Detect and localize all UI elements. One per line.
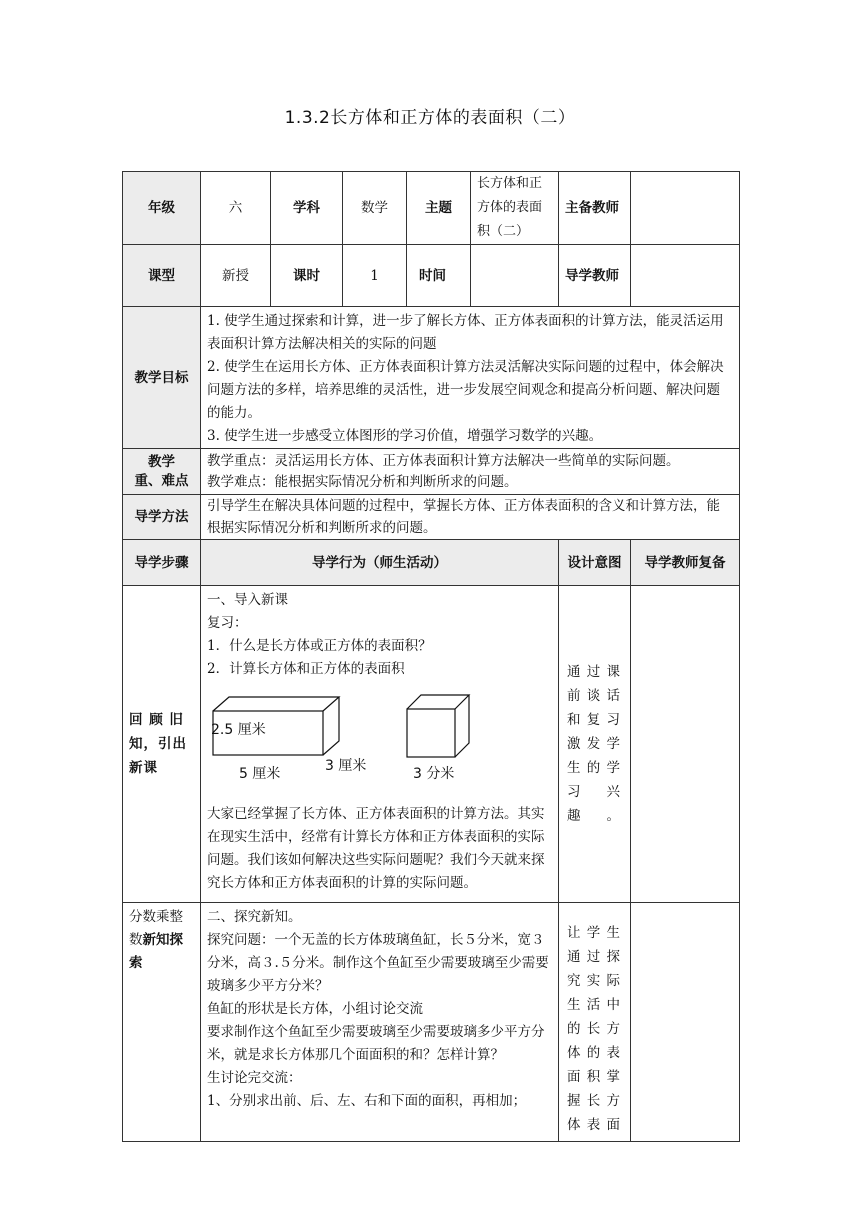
section-2-line: 生讨论完交流： (207, 1070, 302, 1086)
main-teacher-value (631, 172, 740, 245)
key-points-content (201, 449, 740, 495)
section-2-label (123, 903, 201, 1142)
time-value (471, 245, 559, 307)
key-points-label-line1: 教学 (148, 453, 175, 470)
intent-header: 设计意图 (559, 540, 631, 586)
section-1-line: 复习： (207, 615, 248, 631)
topic-label: 主题 (407, 172, 471, 245)
cuboid-height-label: 2.5 厘米 (211, 722, 266, 738)
goal-item: 3. 使学生进一步感受立体图形的学习价值，增强学习数学的兴趣。 (207, 428, 603, 444)
steps-header-row (123, 540, 740, 586)
steps-header: 导学步骤 (123, 540, 201, 586)
time-label: 时间 (407, 245, 471, 307)
key-points-row (123, 449, 740, 495)
period-label: 课时 (271, 245, 343, 307)
section-1-paragraph: 大家已经掌握了长方体、正方体表面积的计算方法。其实在现实生活中，经常有计算长方体和正方体表面积的实际问题。我们该如何解决这些实际问题呢？我们今天就来探究长方体和正方体表面积的计算的实际问题。 (207, 806, 545, 891)
method-label: 导学方法 (123, 495, 201, 540)
method-row (123, 495, 740, 540)
lesson-plan-table (122, 171, 740, 1142)
section-1-intent-text: 通过课前谈话和复习激发学生的学习兴趣。 (567, 664, 622, 824)
section-2-line: 1、分别求出前、后、左、右和下面的面积，再相加； (207, 1093, 527, 1109)
grade-value: 六 (201, 172, 271, 245)
backup-header: 导学教师复备 (631, 540, 740, 586)
subject-value: 数学 (343, 172, 407, 245)
section-2-content (201, 903, 559, 1142)
section-2-line: 二、探究新知。 (207, 909, 302, 925)
section-1-line: 2．计算长方体和正方体的表面积 (207, 661, 405, 677)
activity-header: 导学行为（师生活动） (201, 540, 559, 586)
section-2-line: 要求制作这个鱼缸至少需要玻璃至少需要玻璃多少平方分米，就是求长方体那几个面面积的和？怎样计算？ (207, 1024, 545, 1063)
cuboid-width-label: 3 厘米 (325, 758, 367, 774)
key-points-label-line2: 重、难点 (134, 472, 189, 489)
method-content: 引导学生在解决具体问题的过程中，掌握长方体、正方体表面积的含义和计算方法，能根据实际情况分析和判断所求的问题。 (201, 495, 740, 540)
section-2-intent-text: 让学生通过探究实际生活中的长方体的表面积掌握长方体表面 (567, 925, 622, 1133)
section-2-row (123, 903, 740, 1142)
goals-content (201, 307, 740, 449)
info-row-2 (123, 245, 740, 307)
goal-item: 2. 使学生在运用长方体、正方体表面积计算方法灵活解决实际问题的过程中，体会解决问题方法的多样，培养思维的灵活性，进一步发展空间观念和提高分析问题、解决问题的能力。 (207, 359, 724, 421)
cube-edge-label: 3 分米 (413, 766, 455, 782)
section-1-line: 一、导入新课 (207, 592, 288, 608)
solids-figure (207, 689, 552, 799)
guide-teacher-label: 导学教师 (559, 245, 631, 307)
section-1-content (201, 586, 559, 903)
type-value: 新授 (201, 245, 271, 307)
guide-teacher-value (631, 245, 740, 307)
section-1-line: 1．什么是长方体或正方体的表面积？ (207, 638, 432, 654)
section-2-line: 鱼缸的形状是长方体，小组讨论交流 (207, 1001, 423, 1017)
goals-label: 教学目标 (123, 307, 201, 449)
goal-item: 1. 使学生通过探索和计算，进一步了解长方体、正方体表面积的计算方法，能灵活运用表面积计算方法解决相关的实际的问题 (207, 313, 724, 352)
key-points-label (123, 449, 201, 495)
section-1-label: 回 顾 旧知，引出新课 (123, 586, 201, 903)
info-row-1 (123, 172, 740, 245)
type-label: 课型 (123, 245, 201, 307)
section-1-backup (631, 586, 740, 903)
section-2-backup (631, 903, 740, 1142)
section-2-label-bold: 新知探索 (129, 932, 183, 971)
page-title: 1.3.2长方体和正方体的表面积（二） (284, 108, 576, 128)
cube-shape (407, 695, 469, 757)
key-point-item: 教学难点：能根据实际情况分析和判断所求的问题。 (207, 473, 518, 490)
section-1-intent (559, 586, 631, 903)
section-2-intent (559, 903, 631, 1142)
cuboid-length-label: 5 厘米 (239, 766, 281, 782)
main-teacher-label: 主备教师 (559, 172, 631, 245)
section-2-line: 探究问题：一个无盖的长方体玻璃鱼缸，长５分米，宽３分米，高３.５分米。制作这个鱼缸至少需要玻璃至少需要玻璃多少平方分米？ (207, 932, 549, 994)
section-2-label-plain: 分数乘整数 (129, 909, 183, 948)
subject-label: 学科 (271, 172, 343, 245)
period-value: 1 (343, 245, 407, 307)
grade-label: 年级 (123, 172, 201, 245)
section-1-row (123, 586, 740, 903)
topic-value: 长方体和正方体的表面积（二） (471, 172, 559, 245)
key-point-item: 教学重点：灵活运用长方体、正方体表面积计算方法解决一些简单的实际问题。 (207, 452, 680, 469)
goals-row (123, 307, 740, 449)
